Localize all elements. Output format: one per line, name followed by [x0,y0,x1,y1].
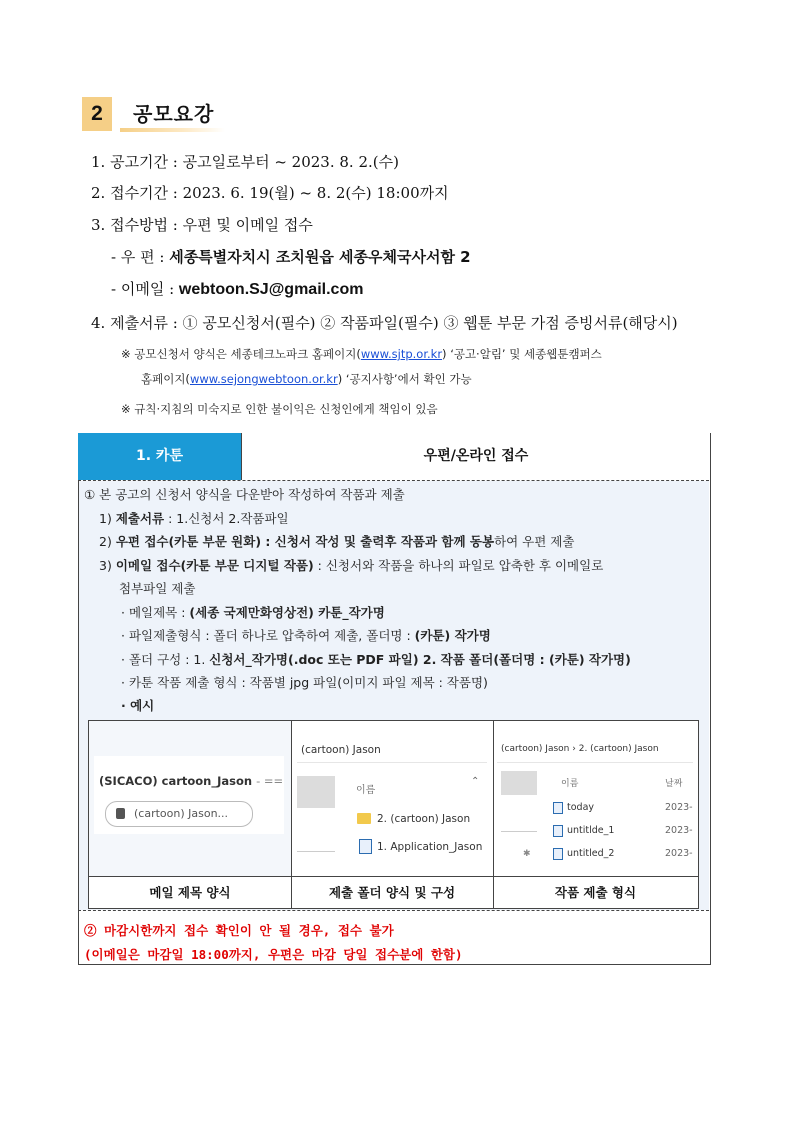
box-line-2: 1) 제출서류 : 1.신청서 2.작품파일 [99,511,289,526]
box-line-8: · 폴더 구성 : 1. 신청서_작가명(.doc 또는 PDF 파일) 2. 작품 폴더(폴더명 : (카툰) 작가명) [121,652,631,667]
note-responsibility: ※ 규칙·지침의 미숙지로 인한 불이익은 신청인에게 책임이 있음 [121,402,438,416]
file-icon [553,825,563,837]
box-header: 우편/온라인 접수 [241,433,710,480]
work-file-row[interactable]: untitlde_1 [567,825,615,836]
example-table [88,720,699,909]
sidebar-placeholder [297,776,335,808]
box-line-9: · 카툰 작품 제출 형식 : 작품별 jpg 파일(이미지 파일 제목 : 작품명) [121,675,488,690]
file-icon [553,848,563,860]
email-address[interactable]: webtoon.SJ@gmail.com [178,281,364,298]
document-icon [116,808,125,819]
folder-entry-works[interactable]: 2. (cartoon) Jason [377,813,471,825]
email-row [111,278,363,299]
box-line-7: · 파일제출형식 : 폴더 하나로 압축하여 제출, 폴더명 : (카툰) 작가명 [121,628,491,643]
warning-deadline: ② 마감시한까지 접수 확인이 안 될 경우, 접수 불가 [84,923,394,938]
section-underline [120,128,225,132]
header-divider [78,480,709,481]
attachment-chip[interactable]: (cartoon) Jason... [105,801,253,827]
box-line-5: 첨부파일 제출 [119,581,196,596]
note-form-location: ※ 공모신청서 양식은 세종테크노파크 홈페이지(www.sjtp.or.kr) ‘공고·알림’ 및 세종웹툰캠퍼스 [121,347,602,361]
folder-entry-application[interactable]: 1. Application_Jason [377,841,483,853]
email-label: - 이메일 : [111,280,175,298]
work-file-row[interactable]: today [567,802,595,813]
example-folder: (cartoon) Jason 이름 ⌃ 2. (cartoon) Jason 1. Application_Jason [291,721,494,876]
box-line-6: · 메일제목 : (세종 국제만화영상전) 카툰_작가명 [121,605,385,620]
item-period: 1. 공고기간 : 공고일로부터 ~ 2023. 8. 2.(수) [91,153,399,171]
folder-icon [357,813,371,824]
section-number: 2 [82,97,112,131]
box-line-4: 3) 이메일 접수(카툰 부문 디지털 작품) : 신청서와 작품을 하나의 파일로 압축한 후 이메일로 [99,558,604,573]
note-form-location-cont: 홈페이지(www.sejongwebtoon.or.kr) ‘공지사항’에서 확인 가능 [141,372,472,386]
sejongwebtoon-link[interactable]: www.sejongwebtoon.or.kr [189,372,338,386]
sidebar-placeholder [501,771,537,795]
folder-path: (cartoon) Jason [301,744,381,756]
caption-works: 작품 제출 형식 [493,876,698,909]
pin-icon: ✱ [523,849,531,859]
caption-mail: 메일 제목 양식 [89,876,292,909]
box-line-3: 2) 우편 접수(카툰 부문 원화) : 신청서 작성 및 출력후 작품과 함께 동봉하여 우편 제출 [99,534,575,549]
item-documents: 4. 제출서류 : ① 공모신청서(필수) ② 작품파일(필수) ③ 웹툰 부문 가점 증빙서류(해당시) [91,314,678,332]
example-work-files: (cartoon) Jason › 2. (cartoon) Jason 이름 날짜 today 2023- untitlde_1 2023- untitled_2 2023- ✱ [493,721,698,876]
item-receipt-period: 2. 접수기간 : 2023. 6. 19(월) ~ 8. 2(수) 18:00까지 [91,184,449,202]
section-title: 공모요강 [133,102,215,126]
post-row [111,246,471,267]
chevron-up-icon: ⌃ [471,776,480,787]
file-icon [553,802,563,814]
box-line-1: ① 본 공고의 신청서 양식을 다운받아 작성하여 작품과 제출 [84,487,405,502]
warning-divider [78,910,709,911]
example-mail-subject: (SICACO) cartoon_Jason - == (cartoon) Jason... [89,721,292,876]
warning-detail: (이메일은 마감일 18:00까지, 우편은 마감 당일 접수분에 한함) [84,947,463,962]
file-icon [359,839,372,854]
post-label: - 우 편 : [111,248,165,266]
item-receipt-method: 3. 접수방법 : 우편 및 이메일 접수 [91,216,313,234]
work-file-row[interactable]: untitled_2 [567,848,615,859]
tab-cartoon: 1. 카툰 [78,433,241,480]
post-address: 세종특별자치시 조치원읍 세종우체국사서함 2 [169,248,471,266]
caption-folder: 제출 폴더 양식 및 구성 [291,876,494,909]
mail-subject-text: (SICACO) cartoon_Jason [99,774,253,788]
sjtp-link[interactable]: www.sjtp.or.kr [360,347,443,361]
works-path: (cartoon) Jason › 2. (cartoon) Jason [501,744,659,754]
box-line-10: · 예시 [121,698,155,713]
